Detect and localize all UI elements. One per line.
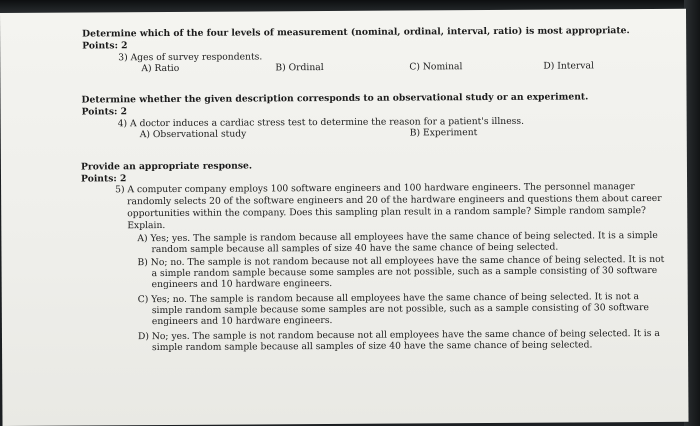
- q5-stem-line-3: opportunities within the company. Does this sampling plan result in a random sample? Simple random sample?: [127, 205, 647, 220]
- q5-option-a-line-2[interactable]: random sample because all samples of size 40 have the same chance of being selected.: [151, 241, 559, 256]
- q5-option-c-line-1[interactable]: C) Yes; no. The sample is random because all employees have the same chance of being selected. It is not a: [137, 291, 640, 306]
- q5-option-d-line-2[interactable]: simple random sample because all samples of size 40 have the same chance of being selected.: [152, 339, 593, 354]
- q3-points: Points: 2: [82, 40, 128, 52]
- q3-instruction: Determine which of the four levels of measurement (nominal, ordinal, interval, ratio) is most appropriate.: [82, 25, 630, 40]
- q4-stem: 4) A doctor induces a cardiac stress test to determine the reason for a patient's illness.: [117, 115, 525, 130]
- q5-option-b-line-2[interactable]: a simple random sample because some samples are not possible, such as a sample consisting of 30 software: [151, 264, 658, 280]
- q4-instruction: Determine whether the given description corresponds to an observational study or an experiment.: [81, 91, 589, 106]
- q5-stem-line-2: randomly selects 20 of the software engineers and 20 of the hardware engineers and questions them about career: [127, 192, 662, 208]
- q5-instruction: Provide an appropriate response.: [80, 160, 253, 173]
- q5-option-d-line-1[interactable]: D) No; yes. The sample is not random because not all employees have the same chance of being selected. It is a: [137, 327, 660, 343]
- q5-stem-line-1: 5) A computer company employs 100 software engineers and 100 hardware engineers. The personnel manager: [115, 181, 635, 196]
- q5-option-a-line-1[interactable]: A) Yes; yes. The sample is random because all employees have the same chance of being selected. It is a simple: [137, 229, 658, 245]
- q3-option-a[interactable]: A) Ratio: [141, 62, 180, 75]
- q3-option-d[interactable]: D) Interval: [543, 60, 594, 72]
- q3-stem: 3) Ages of survey respondents.: [118, 51, 263, 64]
- q5-points: Points: 2: [80, 173, 127, 185]
- worksheet-page: [0, 9, 689, 426]
- q5-stem-line-4: Explain.: [127, 219, 166, 232]
- q4-option-a[interactable]: A) Observational study: [139, 128, 247, 141]
- q4-points: Points: 2: [81, 106, 127, 118]
- q3-option-c[interactable]: C) Nominal: [409, 61, 463, 73]
- q4-option-b[interactable]: B) Experiment: [409, 127, 478, 139]
- q3-option-b[interactable]: B) Ordinal: [275, 62, 324, 74]
- q5-option-c-line-2[interactable]: simple random sample because some samples are not possible, such as a sample consisting of 30 software: [151, 302, 650, 317]
- q5-option-b-line-1[interactable]: B) No; no. The sample is not random because not all employees have the same chance of being selected. It is not: [137, 253, 665, 269]
- q5-option-b-line-3[interactable]: engineers and 10 hardware engineers.: [151, 277, 333, 291]
- q5-option-c-line-3[interactable]: engineers and 10 hardware engineers.: [151, 314, 333, 328]
